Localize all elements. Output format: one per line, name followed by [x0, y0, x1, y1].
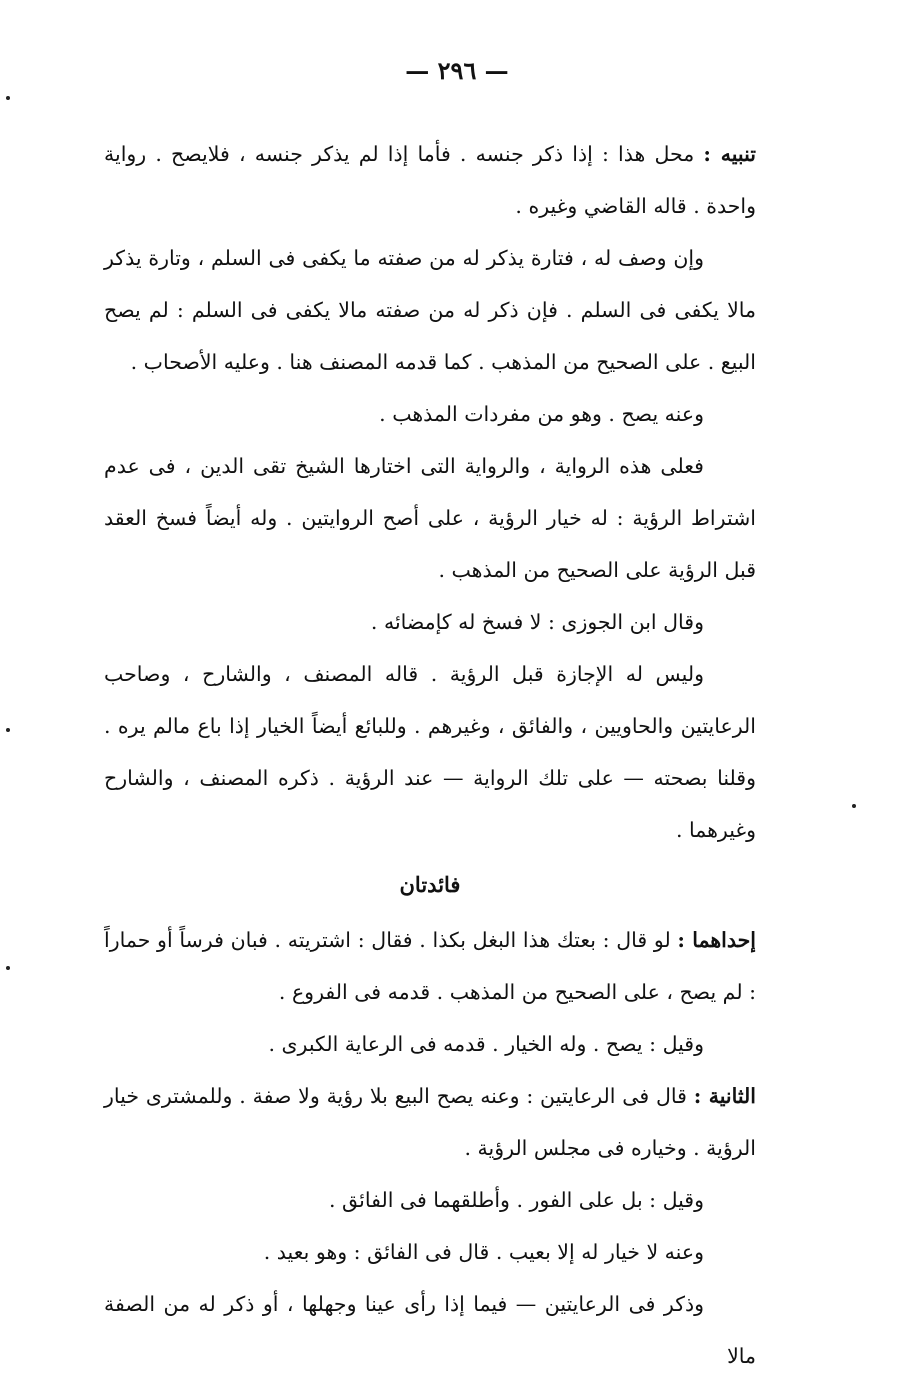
- paragraph: [104, 1278, 756, 1382]
- paragraph-note: [104, 128, 756, 232]
- paragraph: [104, 1174, 756, 1226]
- paragraph: [104, 648, 756, 856]
- paragraph-text: لو قال : بعتك هذا البغل بكذا . فقال : اشتريته . فبان فرساً أو حماراً : لم يصح ، على الصحيح من المذهب . قدمه فى الفروع .: [104, 928, 756, 1004]
- paragraph-second: [104, 1070, 756, 1174]
- paragraph-lead: إحداهما :: [677, 928, 757, 952]
- paragraph-text: وعنه لا خيار له إلا بعيب . قال فى الفائق : وهو بعيد .: [263, 1240, 704, 1264]
- paragraph: [104, 388, 756, 440]
- paragraph-text: وليس له الإجازة قبل الرؤية . قاله المصنف ، والشارح ، وصاحب الرعايتين والحاويين ، والفائق ، وغيرهم . وللبائع أيضاً الخيار إذا باع مالم يره . وقلنا بصحته — على تلك الرواية — عند الرؤية . ذكره المصنف ، والشارح وغيرهما .: [104, 662, 756, 842]
- paragraph-text: محل هذا : إذا ذكر جنسه . فأما إذا لم يذكر جنسه ، فلايصح . رواية واحدة . قاله القاضي وغيره .: [104, 142, 756, 218]
- paragraph: [104, 596, 756, 648]
- paragraph-text: وقيل : يصح . وله الخيار . قدمه فى الرعاية الكبرى .: [268, 1032, 704, 1056]
- paragraph: [104, 232, 756, 388]
- paragraph-text: فعلى هذه الرواية ، والرواية التى اختارها الشيخ تقى الدين ، فى عدم اشتراط الرؤية : له خيار الرؤية ، على أصح الروايتين . وله أيضاً فسخ العقد قبل الرؤية على الصحيح من المذهب .: [104, 454, 756, 582]
- scan-speck: [6, 728, 10, 732]
- paragraph-lead: الثانية :: [693, 1084, 756, 1108]
- paragraph-text: وعنه يصح . وهو من مفردات المذهب .: [379, 402, 704, 426]
- paragraph-lead: تنبيه :: [703, 142, 756, 166]
- paragraph: [104, 440, 756, 596]
- paragraph-text: وإن وصف له ، فتارة يذكر له من صفته ما يكفى فى السلم ، وتارة يذكر مالا يكفى فى السلم . فإن ذكر له من صفته مالا يكفى فى السلم : لم يصح البيع . على الصحيح من المذهب . كما قدمه المصنف هنا . وعليه الأصحاب .: [104, 246, 756, 374]
- scan-speck: [6, 966, 10, 970]
- scan-speck: [852, 804, 856, 808]
- paragraph: [104, 1018, 756, 1070]
- paragraph-text: وقيل : بل على الفور . وأطلقهما فى الفائق .: [329, 1188, 704, 1212]
- paragraph: [104, 1226, 756, 1278]
- paragraph-text: قال فى الرعايتين : وعنه يصح البيع بلا رؤية ولا صفة . وللمشترى خيار الرؤية . وخياره فى مجلس الرؤية .: [104, 1084, 756, 1160]
- section-heading: فائدتان: [399, 872, 461, 897]
- paragraph-text: وذكر فى الرعايتين — فيما إذا رأى عينا وجهلها ، أو ذكر له من الصفة مالا: [104, 1292, 756, 1368]
- scan-speck: [6, 96, 10, 100]
- paragraph-text: وقال ابن الجوزى : لا فسخ له كإمضائه .: [370, 610, 704, 634]
- page-body: [104, 128, 756, 1382]
- paragraph-first: [104, 914, 756, 1018]
- page-number: — ٢٩٦ —: [405, 56, 509, 85]
